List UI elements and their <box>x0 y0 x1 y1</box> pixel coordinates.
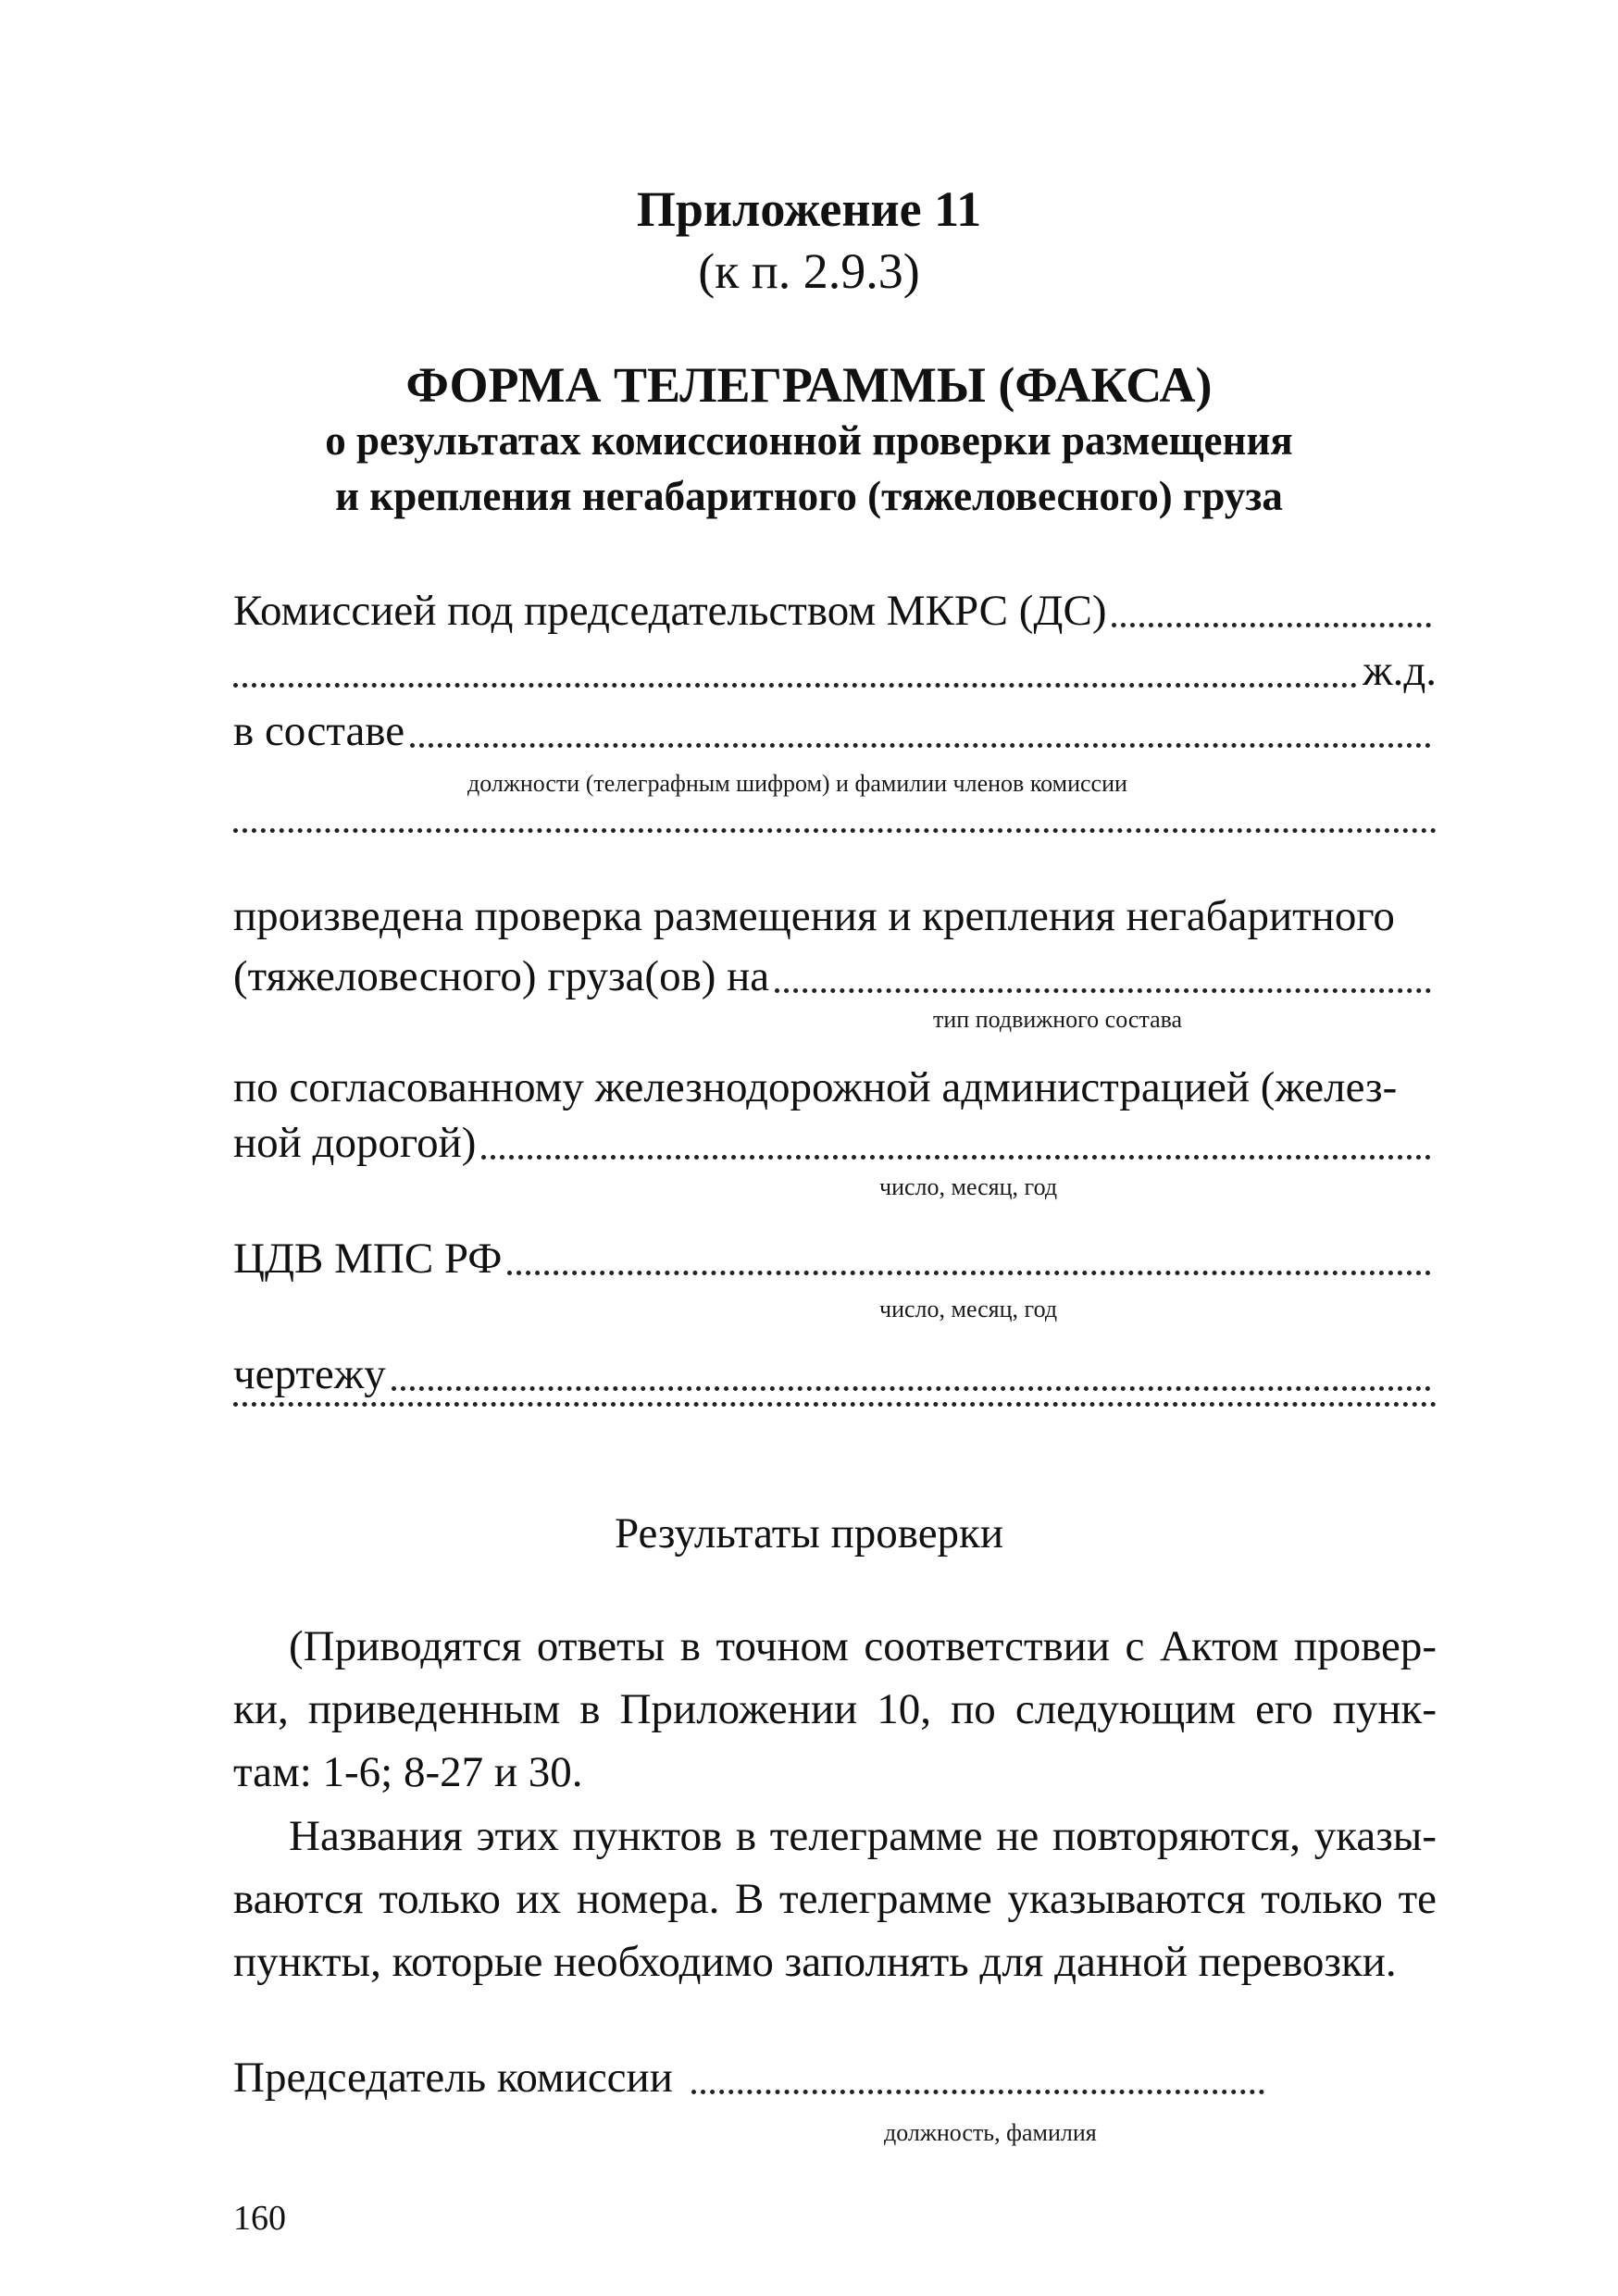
results-paragraph-1: (Приводятся ответы в точном соответствии с Актом провер-ки, приведенным в Приложении 10, по следующим его пунк-там: 1-6; 8-27 и 30. <box>233 1622 1437 1796</box>
agreed-line-1-text: по согласованному железнодорожной администрацией (желез- <box>233 1063 1398 1111</box>
railway-suffix: ж.д. <box>1363 647 1437 695</box>
cdv-date-caption: число, месяц, год <box>879 1296 1058 1322</box>
drawing-line <box>233 1347 1437 1402</box>
chair-caption: должность, фамилия <box>884 2119 1097 2146</box>
railway-line <box>233 643 1437 699</box>
composition-label: в составе <box>233 707 405 755</box>
appendix-reference: (к п. 2.9.3) <box>698 243 920 299</box>
blank-fill-dots-1 <box>233 828 1437 833</box>
drawing-fill-dots <box>392 1386 1431 1391</box>
results-paragraph-2: Названия этих пунктов в телеграмме не повторяются, указы-ваются только их номера. В телеграмме указываются только те пункты, которые необходимо заполнять для данной перевозки. <box>233 1812 1437 1986</box>
cdv-line <box>233 1231 1437 1286</box>
commission-line <box>233 583 1437 639</box>
check-line-1 <box>233 888 1437 944</box>
page-number: 160 <box>233 2199 286 2238</box>
composition-caption: должности (телеграфным шифром) и фамилии членов комиссии <box>467 770 1127 797</box>
chair-label: Председатель комиссии <box>233 2054 673 2102</box>
check-line-2 <box>233 949 1437 1004</box>
composition-fill-dots <box>410 743 1431 748</box>
composition-line <box>233 703 1437 759</box>
agreed-line-1 <box>233 1060 1437 1115</box>
agreed-line-2-label: ной дорогой) <box>233 1119 477 1167</box>
railway-fill-dots <box>233 683 1357 688</box>
agreed-date-fill-dots <box>481 1155 1431 1160</box>
blank-line-1 <box>233 828 1437 844</box>
form-title: ФОРМА ТЕЛЕГРАММЫ (ФАКСА) <box>405 357 1213 413</box>
commission-fill-dots <box>1112 623 1431 627</box>
check-line-1-text: произведена проверка размещения и крепления негабаритного <box>233 892 1395 940</box>
form-subtitle-line-2: и крепления негабаритного (тяжеловесного) груза <box>335 473 1283 519</box>
chair-fill-dots <box>691 2090 1264 2094</box>
blank-fill-dots-2 <box>233 1402 1437 1407</box>
cdv-label: ЦДВ МПС РФ <box>233 1235 503 1283</box>
cdv-date-fill-dots <box>507 1271 1431 1275</box>
drawing-label: чертежу <box>233 1350 386 1398</box>
agreed-date-caption: число, месяц, год <box>879 1173 1058 1200</box>
appendix-title: Приложение 11 <box>636 181 982 237</box>
rolling-stock-fill-dots <box>775 988 1431 993</box>
form-subtitle-line-1: о результатах комиссионной проверки размещения <box>325 417 1293 464</box>
rolling-stock-caption: тип подвижного состава <box>933 1006 1183 1033</box>
agreed-line-2 <box>233 1115 1437 1171</box>
check-line-2-label: (тяжеловесного) груза(ов) на <box>233 952 770 1000</box>
results-heading: Результаты проверки <box>614 1509 1004 1558</box>
blank-line-2 <box>233 1402 1437 1418</box>
commission-label: Комиссией под председательством МКРС (ДС) <box>233 587 1107 635</box>
chair-signature-line <box>233 2050 1270 2105</box>
